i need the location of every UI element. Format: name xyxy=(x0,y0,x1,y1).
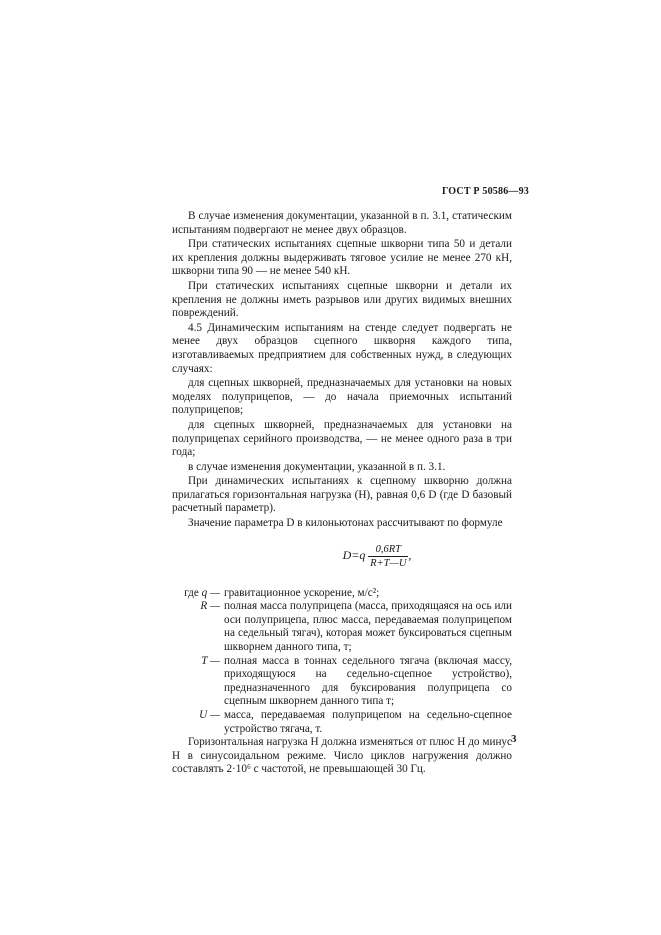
page-number: 3 xyxy=(511,733,517,745)
paragraph: При динамических испытаниях к сцепному шкворню должна прилагаться горизонтальная нагрузка (Н), равная 0,6 D (где D базовый расчетный параметр). xyxy=(172,475,512,515)
paragraph: Горизонтальная нагрузка H должна изменяться от плюс H до минус H в синусоидальном режиме. Число циклов нагружения должно составлять 2·10⁶ с частотой, не превышающей 30 Гц. xyxy=(172,736,512,776)
section-4-5-paragraph: 4.5 Динамическим испытаниям на стенде следует подвергать не менее двух образцов сцепного шкворня каждого типа, изготавливаемых предприятием для собственных нужд, в следующих случаях: xyxy=(172,321,512,375)
definition-item xyxy=(172,587,512,601)
definition-text: полная масса в тоннах седельного тягача (включая массу, приходящуюся на седельно-сцепное устройство), предназначенного для буксирования полуприцепа со сцепным шкворнем данного типа т; xyxy=(224,654,512,708)
paragraph: Значение параметра D в килоньютонах рассчитывают по формуле xyxy=(188,517,503,530)
formula-fraction xyxy=(368,543,408,570)
definitions-intro: где xyxy=(184,586,199,599)
list-paragraph: для сцепных шкворней, предназначаемых для установки на новых моделях полуприцепов, — до начала приемочных испытаний полуприцепов; xyxy=(172,377,512,417)
definition-item xyxy=(172,709,512,736)
definition-text: полная масса полуприцепа (масса, приходящаяся на ось или оси полуприцепа, плюс масса, передаваемая полуприцепом на седельный тягач), которая может буксироваться сцепным шкворнем данного типа, т; xyxy=(224,600,512,654)
paragraph: При статических испытаниях сцепные шкворни типа 50 и детали их крепления должны выдерживать тяговое усилие не менее 270 кН, шкворни типа 90 — не менее 540 кН. xyxy=(172,238,512,278)
definition-symbol: U — xyxy=(199,709,220,721)
definitions-list xyxy=(172,587,512,737)
formula-denominator: R+T—U xyxy=(370,557,407,569)
formula-trail: , xyxy=(408,548,412,563)
list-paragraph: для сцепных шкворней, предназначаемых для установки на полуприцепах серийного производства, — не менее одного раза в три года; xyxy=(172,418,512,459)
definition-symbol: R — xyxy=(200,600,220,613)
formula-numerator: 0,6RT xyxy=(368,543,408,557)
definition-item xyxy=(172,600,512,654)
formula-d xyxy=(242,543,512,577)
paragraph: При статических испытаниях сцепные шкворни и детали их крепления не должны иметь разрывов или других видимых внешних повреждений. xyxy=(172,279,512,320)
formula-lhs: D=q xyxy=(342,548,366,563)
definition-text: гравитационное ускорение, м/с²; xyxy=(224,586,380,599)
definition-symbol: где q — xyxy=(184,586,220,599)
standard-code-header: ГОСТ Р 50586—93 xyxy=(441,186,529,197)
definition-text: масса, передаваемая полуприцепом на седельно-сцепное устройство тягача, т. xyxy=(224,709,512,735)
document-body xyxy=(172,210,512,777)
list-paragraph: в случае изменения документации, указанной в п. 3.1. xyxy=(188,460,446,473)
paragraph: В случае изменения документации, указанной в п. 3.1, статическим испытаниям подвергают не менее двух образцов. xyxy=(172,210,512,236)
definition-item xyxy=(172,655,512,709)
definition-symbol: T — xyxy=(201,654,220,667)
